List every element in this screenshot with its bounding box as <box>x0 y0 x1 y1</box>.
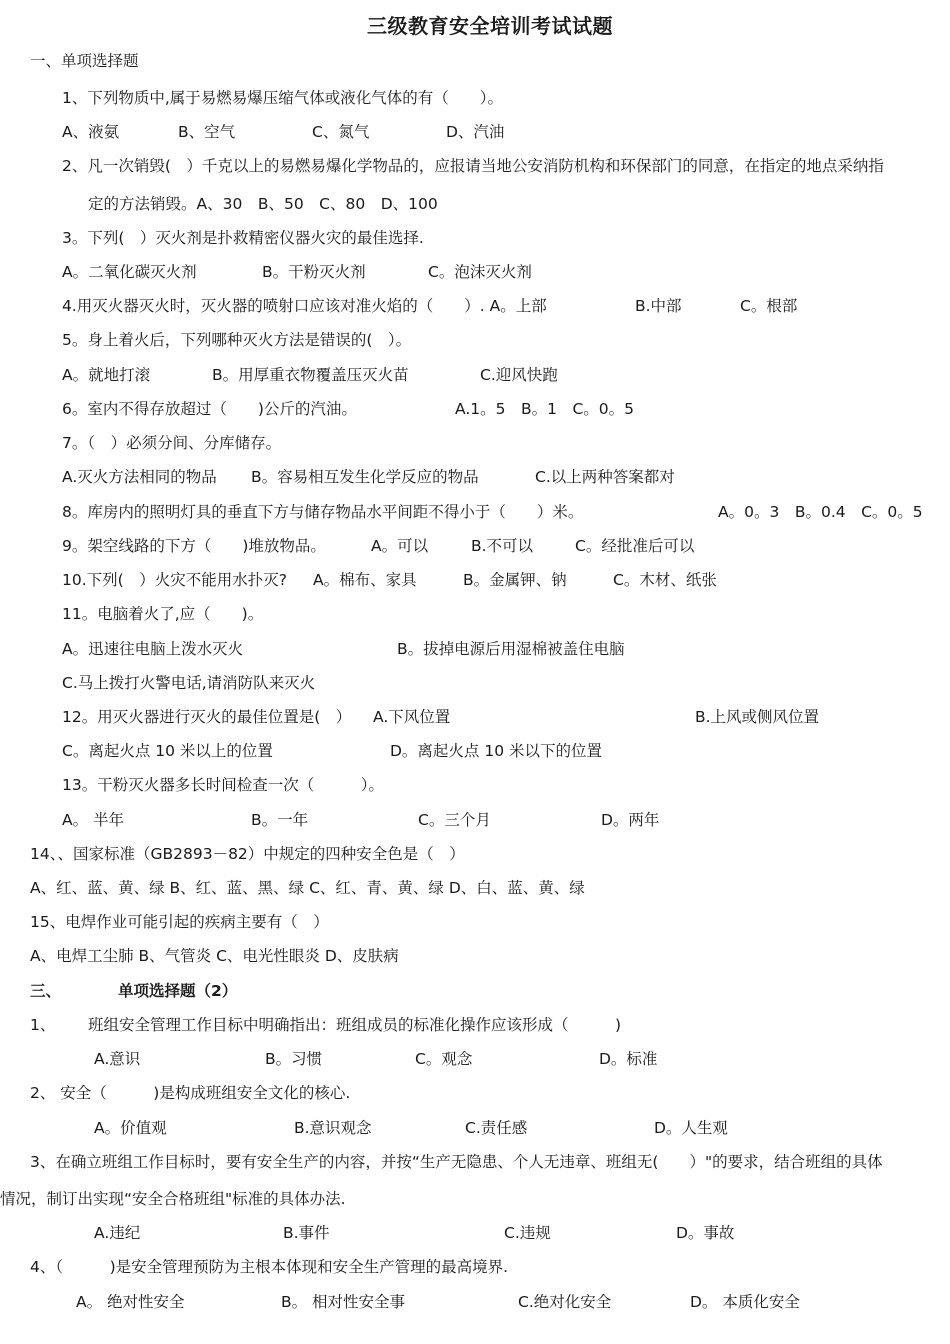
question-5-text: 5。身上着火后，下列哪种灭火方法是错误的( ）。 <box>62 331 412 349</box>
s3-question-2-option-a: A。价值观 <box>94 1119 167 1137</box>
question-9-text: 9。架空线路的下方（ )堆放物品。 <box>62 537 326 555</box>
question-4-option-c: C。根部 <box>740 297 798 315</box>
question-13-option-a: A。 半年 <box>62 811 125 829</box>
s3-question-2-option-b: B.意识观念 <box>294 1119 372 1137</box>
question-11-option-a: A。迅速往电脑上泼水灭火 <box>62 640 244 658</box>
question-7-option-a: A.灭火方法相同的物品 <box>62 468 217 486</box>
question-3-option-c: C。泡沫灭火剂 <box>428 263 532 281</box>
question-1-option-a: A、液氨 <box>62 123 120 141</box>
s3-question-1-text: 班组安全管理工作目标中明确指出：班组成员的标准化操作应该形成（ ) <box>88 1016 622 1034</box>
s3-question-1-option-d: D。标准 <box>599 1050 658 1068</box>
question-8-options: A。0。3 B。0.4 C。0。5 <box>718 503 923 521</box>
question-7-text: 7。（ ）必须分间、分库储存。 <box>62 434 282 452</box>
question-9-option-c: C。经批准后可以 <box>575 537 695 555</box>
question-7-option-b: B。容易相互发生化学反应的物品 <box>251 468 479 486</box>
question-13-text: 13。干粉灭火器多长时间检查一次（ ）。 <box>62 776 384 794</box>
question-7-option-c: C.以上两种答案都对 <box>535 468 675 486</box>
question-4-option-b: B.中部 <box>635 297 682 315</box>
question-11-option-c: C.马上拨打火警电话,请消防队来灭火 <box>62 674 316 692</box>
s3-question-1-option-a: A.意识 <box>94 1050 141 1068</box>
s3-question-2-option-c: C.责任感 <box>465 1119 528 1137</box>
question-9-option-a: A。可以 <box>371 537 429 555</box>
s3-question-1-option-c: C。观念 <box>415 1050 473 1068</box>
s3-question-2-text: 2、 安全（ )是构成班组安全文化的核心. <box>30 1084 351 1102</box>
question-12-option-a: A.下风位置 <box>373 708 451 726</box>
s3-question-3-line-2: 情况，制订出实现“安全合格班组"标准的具体办法. <box>0 1190 346 1208</box>
s3-question-3-line-1: 3、在确立班组工作目标时，要有安全生产的内容，并按“生产无隐患、个人无违章、班组无( ）"的要求，结合班组的具体 <box>30 1153 883 1171</box>
question-10-option-c: C。木材、纸张 <box>613 571 717 589</box>
section-heading: 一、单项选择题 <box>30 52 139 70</box>
question-13-option-c: C。三个月 <box>418 811 491 829</box>
s3-question-3-option-c: C.违规 <box>504 1224 551 1242</box>
s3-question-4-text: 4、（ )是安全管理预防为主根本体现和安全生产管理的最高境界. <box>30 1258 509 1276</box>
s3-question-4-option-b: B。 相对性安全事 <box>281 1293 406 1311</box>
s3-question-3-option-a: A.违纪 <box>94 1224 141 1242</box>
section-3-number: 三、 <box>30 982 62 1000</box>
question-3-option-a: A。二氧化碳灭火剂 <box>62 263 197 281</box>
question-15-options: A、电焊工尘肺 B、气管炎 C、电光性眼炎 D、皮肤病 <box>30 947 399 965</box>
question-15-text: 15、电焊作业可能引起的疾病主要有（ ） <box>30 913 329 931</box>
s3-question-4-option-c: C.绝对化安全 <box>518 1293 612 1311</box>
question-10-text: 10.下列( ）火灾不能用水扑灭? <box>62 571 287 589</box>
question-8-text: 8。库房内的照明灯具的垂直下方与储存物品水平间距不得小于（ ）米。 <box>62 503 584 521</box>
question-12-option-b: B.上风或侧风位置 <box>695 708 820 726</box>
question-12-option-d: D。离起火点 10 米以下的位置 <box>390 742 603 760</box>
question-1-text: 1、下列物质中,属于易燃易爆压缩气体或液化气体的有（ ）。 <box>62 89 504 107</box>
question-14-text: 14、、国家标准（GB2893－82）中规定的四种安全色是（ ） <box>30 845 465 863</box>
question-9-option-b: B.不可以 <box>471 537 534 555</box>
s3-question-4-option-d: D。 本质化安全 <box>690 1293 800 1311</box>
s3-question-3-option-b: B.事件 <box>283 1224 330 1242</box>
question-6-text: 6。室内不得存放超过（ )公斤的汽油。 <box>62 400 357 418</box>
question-12-text: 12。用灭火器进行灭火的最佳位置是( ） <box>62 708 352 726</box>
question-11-option-b: B。拔掉电源后用湿棉被盖住电脑 <box>397 640 625 658</box>
page-title: 三级教育安全培训考试试题 <box>367 14 613 38</box>
question-1-option-b: B、空气 <box>178 123 236 141</box>
question-6-options: A.1。5 B。1 C。0。5 <box>455 400 635 418</box>
question-13-option-d: D。两年 <box>601 811 660 829</box>
question-5-option-b: B。用厚重衣物覆盖压灭火苗 <box>212 366 409 384</box>
s3-question-4-option-a: A。 绝对性安全 <box>76 1293 185 1311</box>
s3-question-1-option-b: B。习惯 <box>265 1050 323 1068</box>
question-5-option-a: A。就地打滚 <box>62 366 151 384</box>
question-5-option-c: C.迎风快跑 <box>480 366 558 384</box>
question-3-text: 3。下列( ）灭火剂是扑救精密仪器火灾的最佳选择. <box>62 229 424 247</box>
question-13-option-b: B。一年 <box>251 811 309 829</box>
s3-question-2-option-d: D。人生观 <box>654 1119 728 1137</box>
s3-question-1-number: 1、 <box>30 1016 56 1034</box>
s3-question-3-option-d: D。事故 <box>676 1224 735 1242</box>
question-1-option-c: C、氮气 <box>312 123 370 141</box>
question-2-line-2: 定的方法销毁。A、30 B、50 C、80 D、100 <box>88 195 438 213</box>
question-11-text: 11。电脑着火了,应（ )。 <box>62 605 264 623</box>
question-14-options: A、红、蓝、黄、绿 B、红、蓝、黑、绿 C、红、青、黄、绿 D、白、蓝、黄、绿 <box>30 879 585 897</box>
question-1-option-d: D、汽油 <box>446 123 505 141</box>
question-10-option-a: A。棉布、家具 <box>313 571 417 589</box>
question-3-option-b: B。干粉灭火剂 <box>262 263 366 281</box>
question-10-option-b: B。金属钾、钠 <box>463 571 567 589</box>
question-12-option-c: C。离起火点 10 米以上的位置 <box>62 742 273 760</box>
question-2-line-1: 2、凡一次销毁( ）千克以上的易燃易爆化学物品的，应报请当地公安消防机构和环保部门的同意，在指定的地点采纳指 <box>62 157 884 175</box>
section-3-heading: 单项选择题（2） <box>118 982 238 1000</box>
question-4-text: 4.用灭火器灭火时，灭火器的喷射口应该对准火焰的（ ）. A。上部 <box>62 297 547 315</box>
